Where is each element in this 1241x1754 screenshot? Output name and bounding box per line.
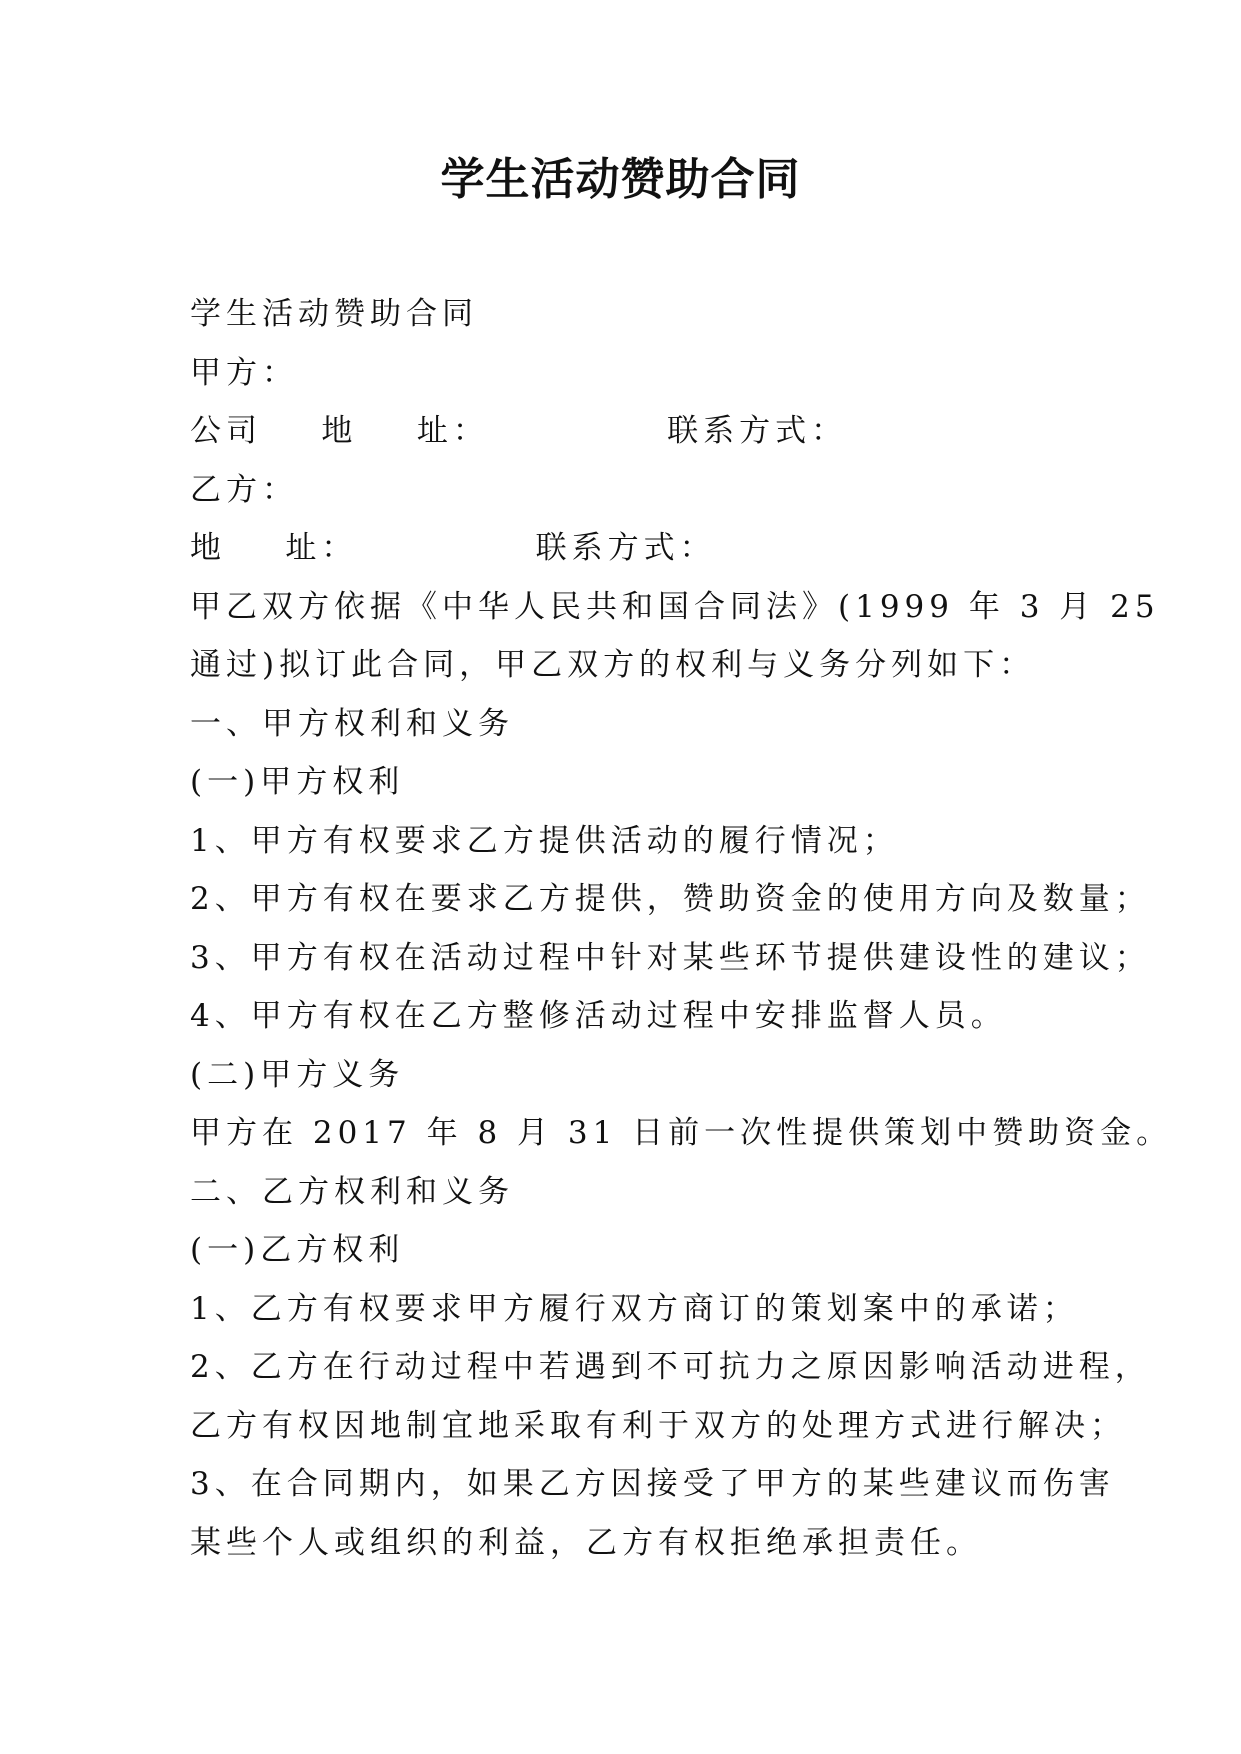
- body-line: 公司 地 址： 联系方式：: [190, 413, 848, 449]
- body-line: 甲方在 2017 年 8 月 31 日前一次性提供策划中赞助资金。: [190, 1115, 1173, 1151]
- section-heading: 二、乙方权利和义务: [190, 1173, 514, 1210]
- section-heading: 一、甲方权利和义务: [190, 705, 514, 742]
- subsection-heading: (一)甲方权利: [190, 764, 405, 800]
- body-line: 甲方：: [190, 354, 298, 391]
- body-line: 甲乙双方依据《中华人民共和国合同法》(1999 年 3 月 25: [190, 588, 1160, 625]
- body-line: 学生活动赞助合同: [190, 296, 478, 332]
- subsection-heading: (二)甲方义务: [190, 1056, 405, 1093]
- list-item: 1、乙方有权要求甲方履行双方商订的策划案中的承诺；: [190, 1290, 1079, 1327]
- list-item: 3、在合同期内，如果乙方因接受了甲方的某些建议而伤害: [190, 1466, 1115, 1502]
- list-item: 某些个人或组织的利益，乙方有权拒绝承担责任。: [190, 1524, 982, 1561]
- body-line: 乙方：: [190, 471, 298, 508]
- list-item: 乙方有权因地制宜地采取有利于双方的处理方式进行解决；: [190, 1407, 1126, 1444]
- document-title: 学生活动赞助合同: [440, 154, 801, 205]
- document-body: [190, 285, 1173, 1572]
- list-item: 1、甲方有权要求乙方提供活动的履行情况；: [190, 822, 899, 859]
- list-item: 3、甲方有权在活动过程中针对某些环节提供建设性的建议；: [190, 939, 1151, 976]
- list-item: 2、甲方有权在要求乙方提供，赞助资金的使用方向及数量；: [190, 881, 1151, 917]
- list-item: 2、乙方在行动过程中若遇到不可抗力之原因影响活动进程，: [190, 1349, 1151, 1385]
- subsection-heading: (一)乙方权利: [190, 1232, 405, 1268]
- body-line: 地 址： 联系方式：: [190, 530, 716, 566]
- body-line: 通过)拟订此合同，甲乙双方的权利与义务分列如下：: [190, 647, 1036, 683]
- list-item: 4、甲方有权在乙方整修活动过程中安排监督人员。: [190, 998, 1007, 1034]
